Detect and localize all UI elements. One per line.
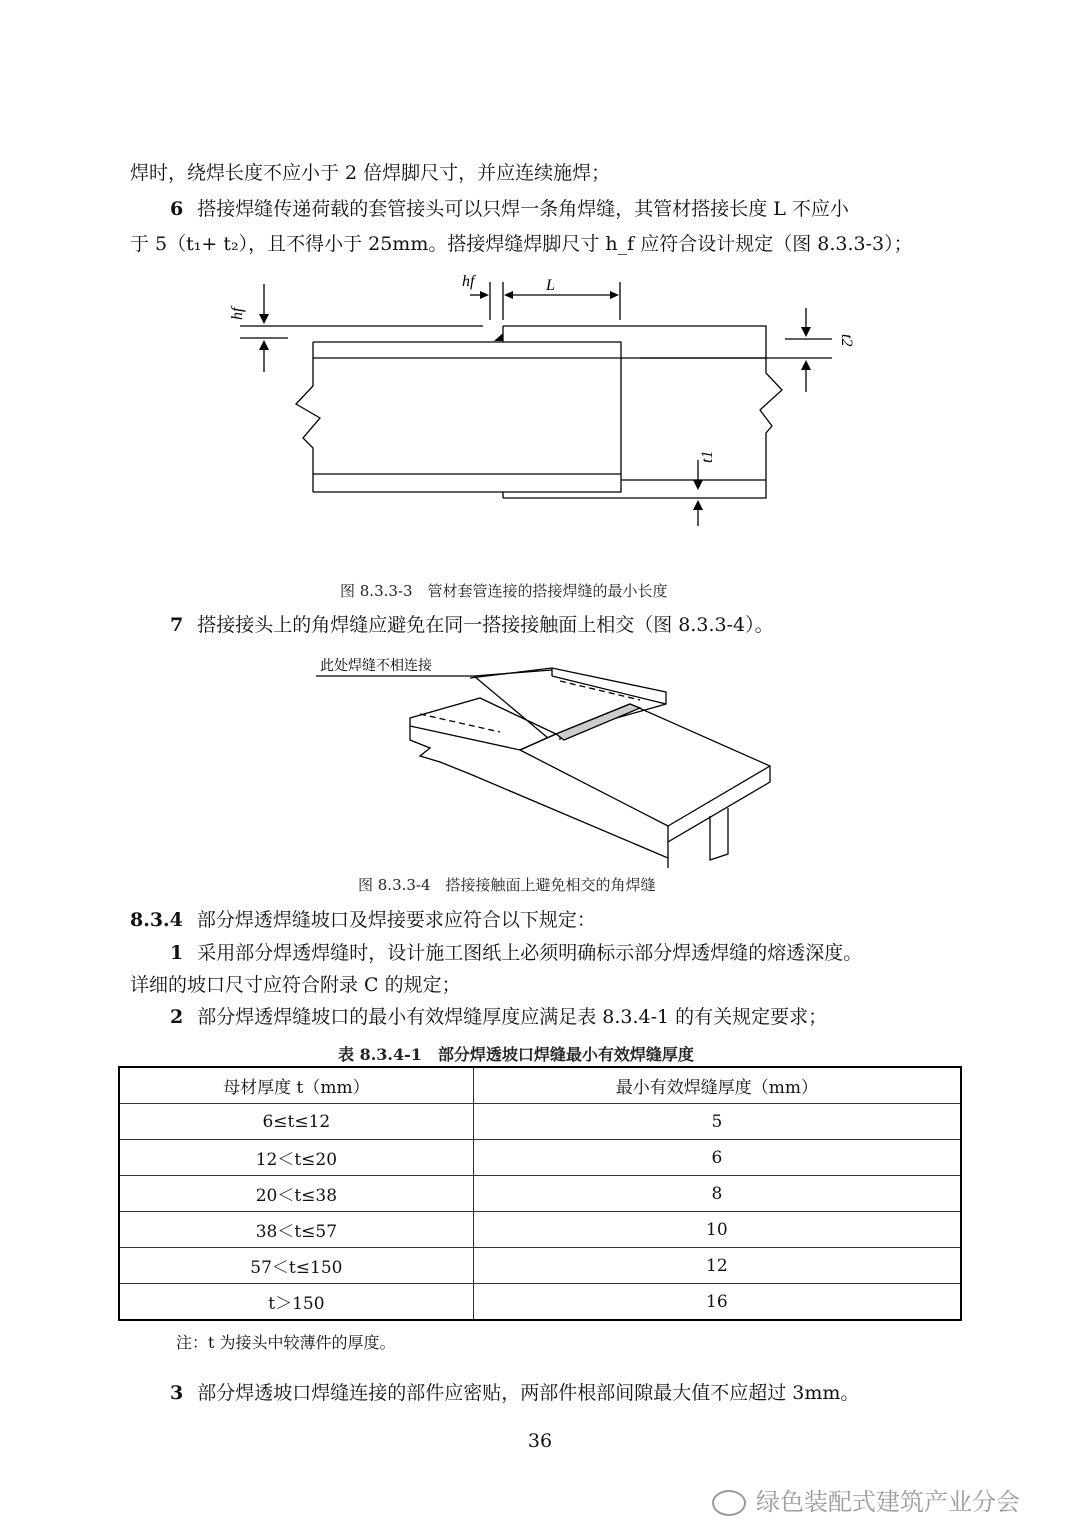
- thickness-table: [118, 1066, 962, 1321]
- figure-intersecting-welds-diagram: [0, 648, 1080, 868]
- item-3: [170, 1378, 859, 1405]
- item-1-text: 采用部分焊透焊缝时，设计施工图纸上必须明确标示部分焊透焊缝的熔透深度。: [197, 942, 863, 964]
- watermark-text: 绿色装配式建筑产业分会: [756, 1488, 1020, 1516]
- section-title: 部分焊透焊缝坡口及焊接要求应符合以下规定：: [196, 909, 596, 931]
- figure-8-3-3-3-caption: 图 8.3.3-3 管材套管连接的搭接焊缝的最小长度: [340, 582, 668, 600]
- item-6-number: 6: [170, 198, 184, 220]
- table-title: 表 8.3.4-1 部分焊透坡口焊缝最小有效焊缝厚度: [338, 1045, 694, 1064]
- cell-thickness: 38＜t≤57: [119, 1212, 473, 1248]
- item-1-line1: [170, 938, 862, 965]
- cell-min: 8: [473, 1176, 961, 1212]
- item-1-number: 1: [170, 942, 184, 964]
- cell-thickness: 12＜t≤20: [119, 1140, 473, 1176]
- watermark: [712, 1482, 1020, 1517]
- table-row: [119, 1104, 961, 1140]
- cell-min: 12: [473, 1248, 961, 1284]
- header-min-effective: 最小有效焊缝厚度（mm）: [473, 1067, 961, 1104]
- cell-min: 10: [473, 1212, 961, 1248]
- section-number: 8.3.4: [130, 909, 183, 931]
- item-7-text: 搭接接头上的角焊缝应避免在同一搭接接触面上相交（图 8.3.3-4）。: [197, 614, 774, 636]
- cell-min: 5: [473, 1104, 961, 1140]
- label-t1: t1: [699, 450, 716, 463]
- item-3-number: 3: [170, 1382, 184, 1404]
- table-row: [119, 1284, 961, 1321]
- cell-min: 6: [473, 1140, 961, 1176]
- cell-min: 16: [473, 1284, 961, 1321]
- table-header-row: [119, 1067, 961, 1104]
- item-7-number: 7: [170, 614, 184, 636]
- table-row: [119, 1176, 961, 1212]
- item-2-number: 2: [170, 1006, 184, 1028]
- paragraph-continue: 焊时，绕焊长度不应小于 2 倍焊脚尺寸，并应连续施焊；: [130, 162, 611, 184]
- item-7: [170, 610, 774, 637]
- cell-thickness: 6≤t≤12: [119, 1104, 473, 1140]
- page-number: 36: [527, 1430, 553, 1452]
- figure-lap-joint-diagram: [0, 268, 1080, 578]
- cell-thickness: 20＜t≤38: [119, 1176, 473, 1212]
- item-6-text: 搭接焊缝传递荷载的套管接头可以只焊一条角焊缝，其管材搭接长度 L 不应小: [197, 198, 849, 220]
- header-base-thickness: 母材厚度 t（mm）: [119, 1067, 473, 1104]
- item-3-text: 部分焊透坡口焊缝连接的部件应密贴，两部件根部间隙最大值不应超过 3mm。: [197, 1382, 860, 1404]
- cell-thickness: 57＜t≤150: [119, 1248, 473, 1284]
- label-L: L: [546, 277, 555, 294]
- item-1-line2: 详细的坡口尺寸应符合附录 C 的规定；: [130, 974, 461, 996]
- item-2: [170, 1002, 827, 1029]
- label-hf-top: hf: [462, 273, 475, 290]
- section-8-3-4: [130, 905, 596, 932]
- label-hf-left: hf: [229, 307, 246, 320]
- table-row: [119, 1140, 961, 1176]
- item-2-text: 部分焊透焊缝坡口的最小有效焊缝厚度应满足表 8.3.4-1 的有关规定要求；: [197, 1006, 828, 1028]
- chat-bubble-icon: [712, 1490, 746, 1516]
- table-row: [119, 1212, 961, 1248]
- figure-8-3-3-4-caption: 图 8.3.3-4 搭接接触面上避免相交的角焊缝: [358, 876, 656, 894]
- item-6-line2: 于 5（t₁+ t₂），且不得小于 25mm。搭接焊缝焊脚尺寸 h_f 应符合设计规定（图 8.3.3-3）；: [130, 233, 913, 255]
- callout-no-connect: 此处焊缝不相连接: [320, 658, 432, 674]
- table-note: 注：t 为接头中较薄件的厚度。: [176, 1333, 396, 1352]
- cell-thickness: t＞150: [119, 1284, 473, 1321]
- label-t2: t2: [838, 334, 855, 347]
- item-6-line1: [170, 194, 849, 221]
- table-row: [119, 1248, 961, 1284]
